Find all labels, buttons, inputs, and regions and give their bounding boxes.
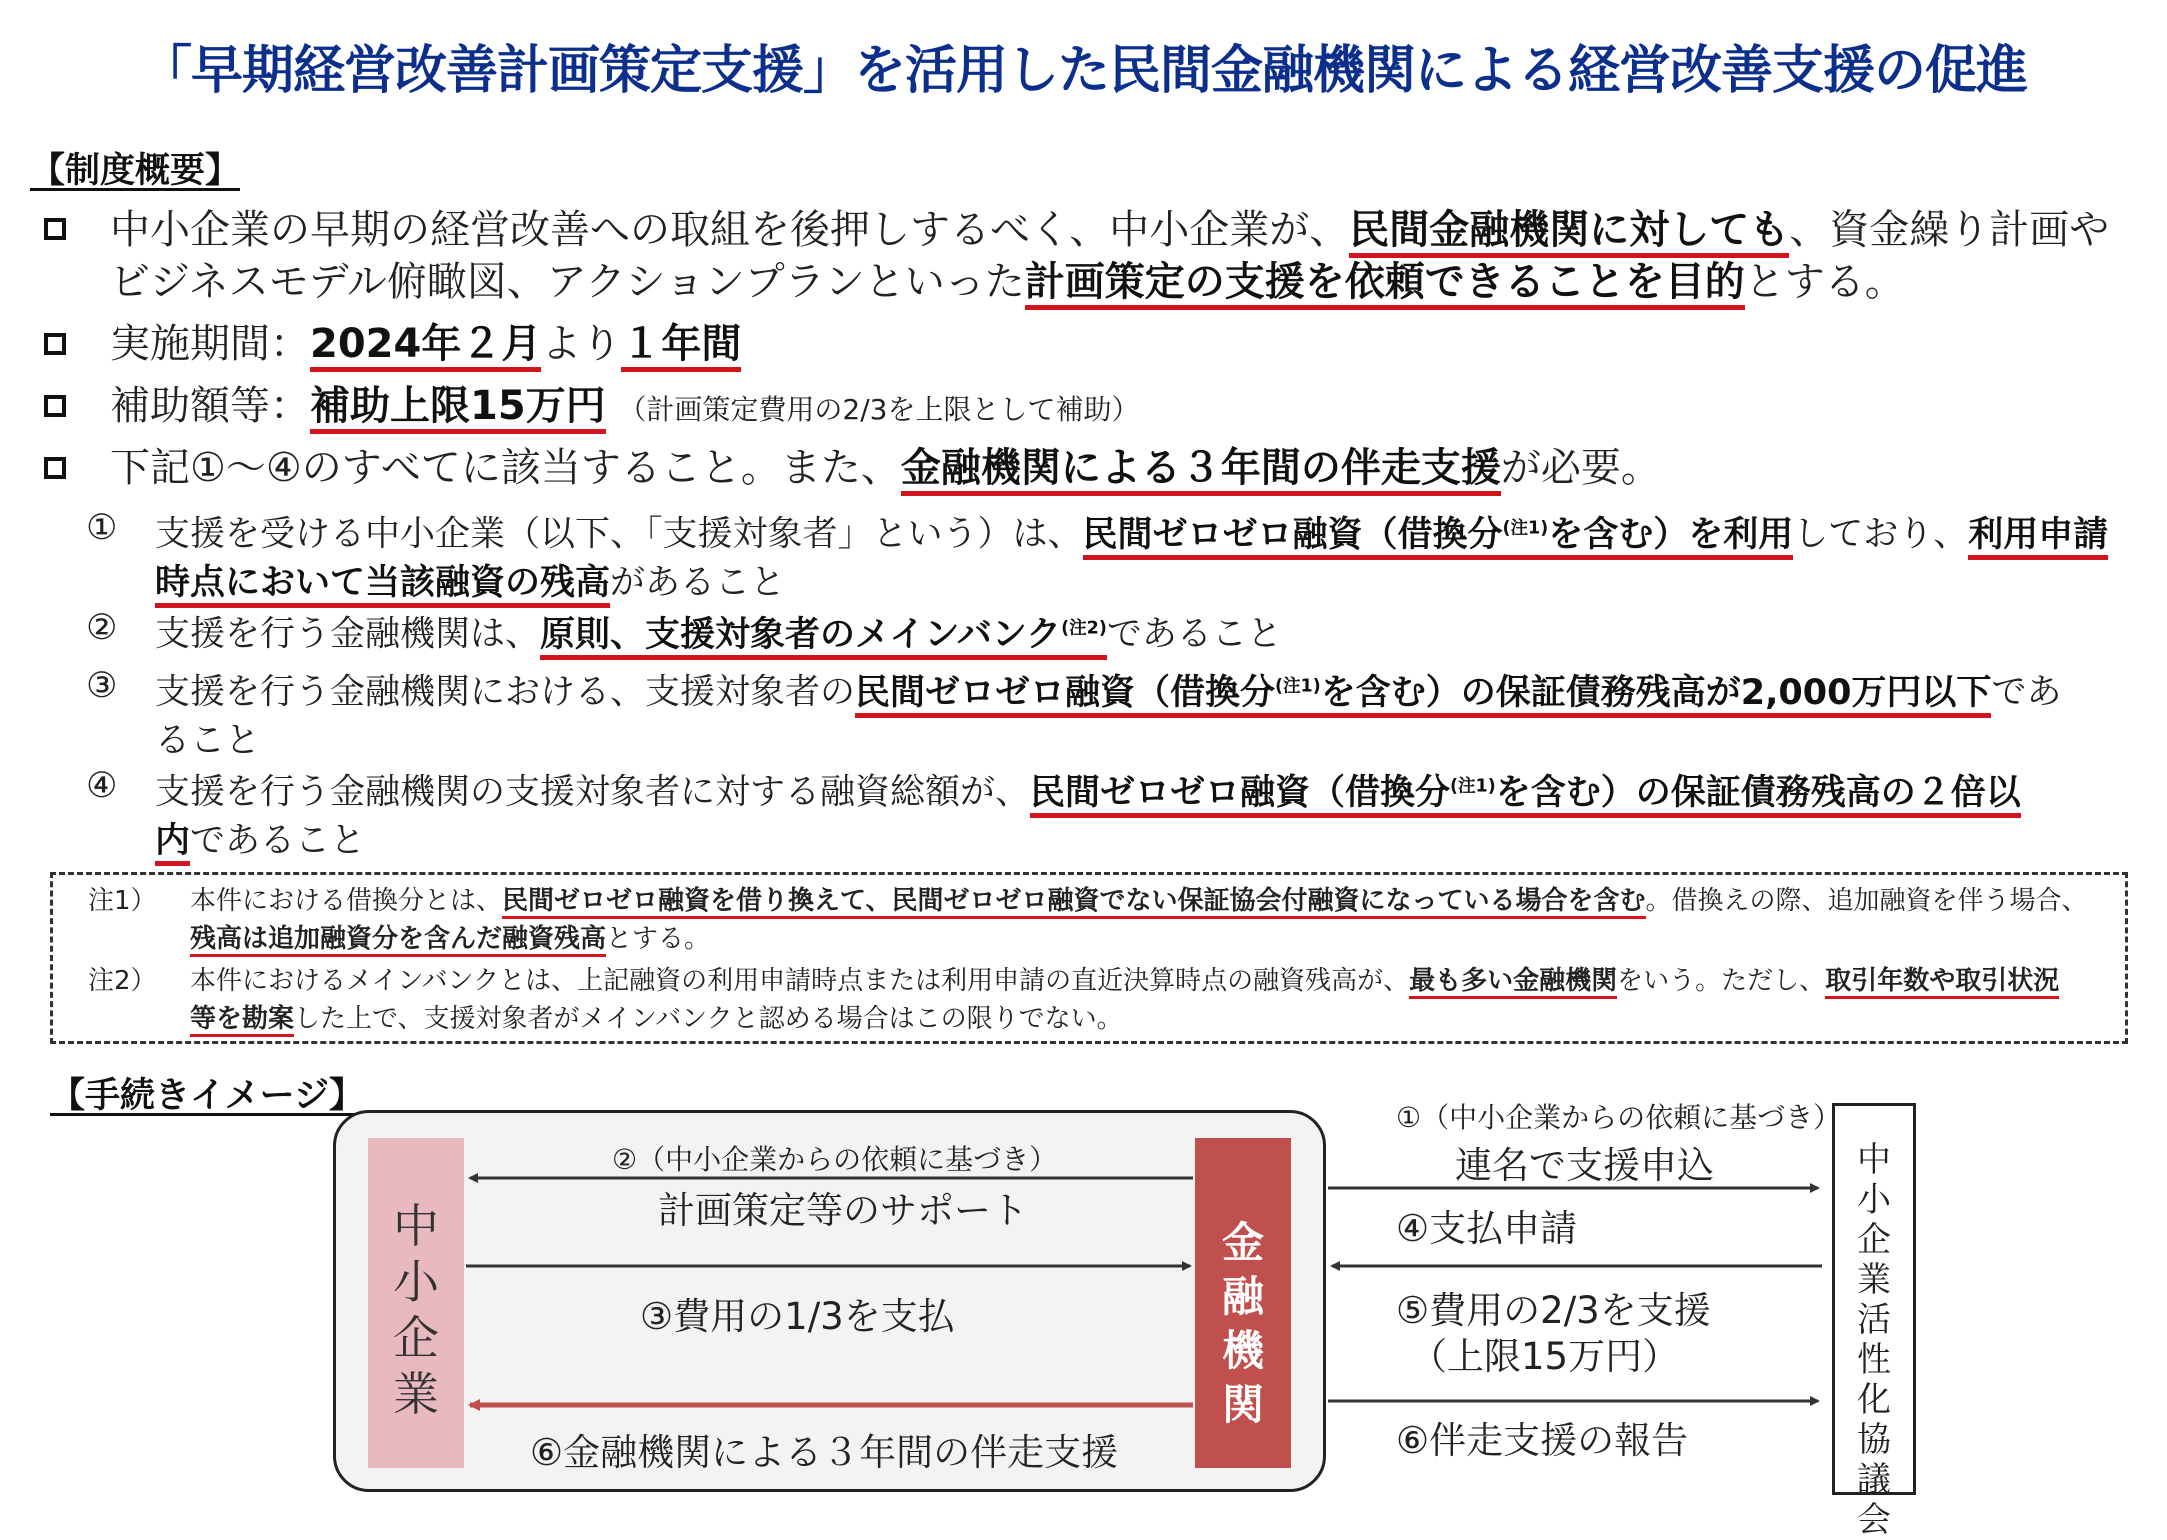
- condition-number: ①: [86, 508, 118, 548]
- note-2-text: 本件におけるメインバンクとは、上記融資の利用申請時点または利用申請の直近決算時点の融資残高が、最も多い金融機関をいう。ただし、取引年数や取引状況 等を勘案した上で、支援対象者がメインバンクと認める場合はこの限りでない。: [190, 962, 2110, 1038]
- page-title: 「早期経営改善計画策定支援」を活用した民間金融機関による経営改善支援の促進: [139, 41, 2027, 101]
- note-1-text: 本件における借換分とは、民間ゼロゼロ融資を借り換えて、民間ゼロゼロ融資でない保証協会付融資になっている場合を含む。借換えの際、追加融資を伴う場合、 残高は追加融資分を含んだ融資残高とする。: [190, 882, 2110, 958]
- condition-3: 支援を行う金融機関における、支援対象者の民間ゼロゼロ融資（借換分$^{(注1)}$を含む）の保証債務残高が2,000万円以下であ ること: [155, 672, 2062, 761]
- sme-box: 中小企業: [368, 1138, 464, 1468]
- step2-label-a: ②（中小企業からの依頼に基づき）: [612, 1143, 1058, 1176]
- condition-4: 支援を行う金融機関の支援対象者に対する融資総額が、民間ゼロゼロ融資（借換分$^{(注1)}$を含む）の保証債務残高の２倍以 内であること: [155, 762, 2145, 865]
- bank-box: 金融機関: [1195, 1138, 1291, 1468]
- step5-label-a: ⑤費用の2/3を支援: [1396, 1289, 1711, 1332]
- step6-label: ⑥金融機関による３年間の伴走支援: [530, 1431, 1119, 1474]
- condition-number: ③: [86, 666, 118, 706]
- step6b-label: ⑥伴走支援の報告: [1396, 1419, 1689, 1462]
- bullet-period: 実施期間：2024年２月より１年間: [110, 318, 741, 370]
- bullet-subsidy: 補助額等：補助上限15万円 （計画策定費用の2/3を上限として補助）: [110, 380, 1139, 436]
- bullet-requirement: 下記①～④のすべてに該当すること。また、金融機関による３年間の伴走支援が必要。: [110, 442, 1661, 494]
- step4-label: ④支払申請: [1396, 1207, 1578, 1250]
- bullet-purpose: 中小企業の早期の経営改善への取組を後押しするべく、中小企業が、民間金融機関に対しても、資金繰り計画や ビジネスモデル俯瞰図、アクションプランといった計画策定の支援を依頼できることを目的とする。: [110, 204, 2150, 308]
- step1-label-a: ①（中小企業からの依頼に基づき）: [1396, 1101, 1842, 1134]
- condition-1: 支援を受ける中小企業（以下、「支援対象者」という）は、民間ゼロゼロ融資（借換分$^{(注1)}$を含む）を利用しており、利用申請 時点において当該融資の残高があること: [155, 504, 2145, 607]
- condition-number: ②: [86, 608, 118, 648]
- step2-label-b: 計画策定等のサポート: [658, 1189, 1028, 1232]
- process-heading: 【手続きイメージ】: [50, 1076, 364, 1116]
- note-2-label: 注2）: [88, 966, 157, 996]
- condition-number: ④: [86, 766, 118, 806]
- step3-label: ③費用の1/3を支払: [640, 1295, 955, 1338]
- council-box: 中小企業活性化協議会: [1832, 1103, 1916, 1495]
- step5-label-b: （上限15万円）: [1410, 1335, 1680, 1378]
- step1-label-b: 連名で支援申込: [1455, 1144, 1714, 1187]
- note-1-label: 注1）: [88, 886, 157, 916]
- overview-heading: 【制度概要】: [30, 151, 241, 191]
- condition-2: 支援を行う金融機関は、原則、支援対象者のメインバンク$^{(注2)}$であること: [155, 604, 1282, 659]
